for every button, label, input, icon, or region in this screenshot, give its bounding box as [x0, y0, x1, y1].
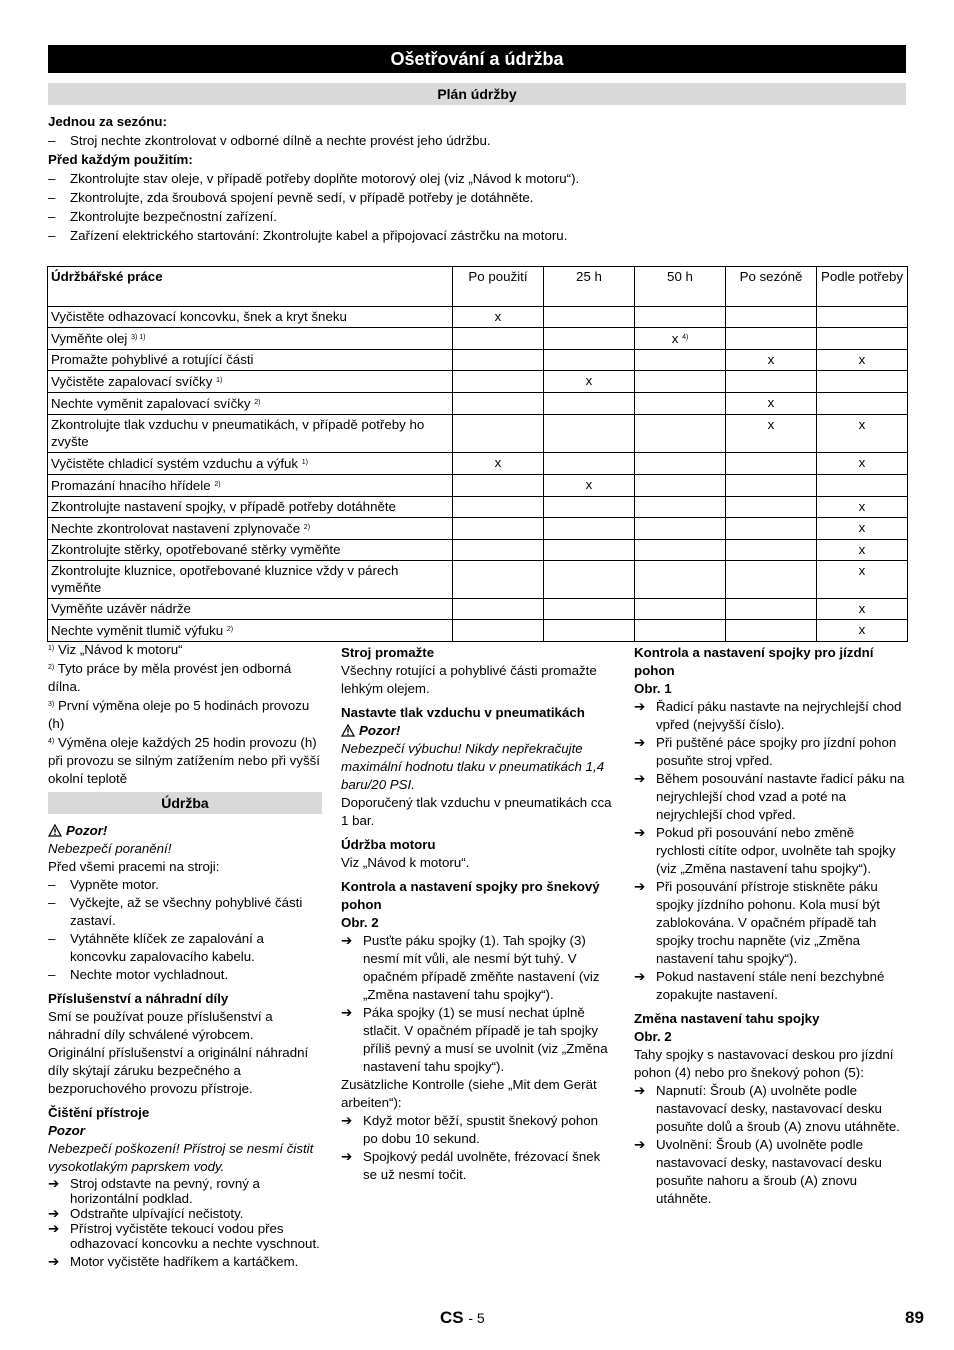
tire-warning-text: Nebezpečí výbuchu! Nikdy nepřekračujte maximální hodnotu tlaku v pneumatikách 1,4 baru/20 PSI.: [341, 741, 605, 792]
interval-cell: [544, 497, 635, 518]
interval-cell: x: [817, 415, 908, 453]
interval-cell: [453, 415, 544, 453]
auger-step: ➔ Pusťte páku spojky (1). Tah spojky (3) nesmí mít vůli, ale nesmí být tuhý. V opačném případě změňte nastavení (viz „Změna nastavení tahu spojky“).: [341, 933, 600, 1002]
safety-step: – Vytáhněte klíček ze zapalování a koncovku zapalovacího kabelu.: [48, 930, 322, 966]
interval-cell: [635, 371, 726, 393]
arrow-icon: ➔: [634, 1083, 646, 1098]
accessories-text: Smí se používat pouze příslušenství a náhradní díly schválené výrobcem.: [48, 1009, 273, 1042]
before-use-item: – Zkontrolujte stav oleje, v případě potřeby doplňte motorový olej (viz „Návod k motoru“).: [48, 169, 906, 188]
header-task: Údržbářské práce: [48, 267, 453, 307]
interval-cell: [817, 371, 908, 393]
cleaning-warning: Pozor: [48, 1123, 85, 1138]
table-row: [48, 518, 908, 540]
interval-cell: x: [817, 518, 908, 540]
cleaning-warning-text: Nebezpečí poškození! Přístroj se nesmí čistit vysokotlakým paprskem vody.: [48, 1141, 314, 1174]
tension-title: Změna nastavení tahu spojky: [634, 1011, 820, 1026]
table-row: [48, 620, 908, 642]
accessories-text: Originální příslušenství a originální náhradní díly skýtají záruku bezpečného a bezporuchového provozu přístroje.: [48, 1045, 309, 1096]
interval-cell: [635, 518, 726, 540]
arrow-icon: ➔: [341, 933, 353, 948]
interval-cell: x: [817, 350, 908, 371]
interval-cell: x: [726, 393, 817, 415]
auger-clutch-title: Kontrola a nastavení spojky pro šnekový pohon: [341, 879, 600, 912]
before-use-item: – Zkontrolujte bezpečnostní zařízení.: [48, 207, 906, 226]
table-row: [48, 453, 908, 475]
interval-cell: [544, 620, 635, 642]
season-label: Jednou za sezónu:: [48, 114, 167, 129]
interval-cell: [726, 620, 817, 642]
header-after-use: Po použití: [453, 267, 544, 307]
before-use-label: Před každým použitím:: [48, 152, 193, 167]
arrow-icon: ➔: [634, 879, 646, 894]
intro-section: [48, 112, 906, 245]
interval-cell: [635, 620, 726, 642]
interval-cell: [726, 518, 817, 540]
table-row: [48, 599, 908, 620]
interval-cell: [453, 371, 544, 393]
interval-cell: [453, 350, 544, 371]
warning-triangle-icon: [341, 724, 355, 737]
task-cell: Zkontrolujte tlak vzduchu v pneumatikách, v případě potřeby ho zvyšte: [48, 415, 453, 453]
task-cell: Zkontrolujte stěrky, opotřebované stěrky vyměňte: [48, 540, 453, 561]
interval-cell: [453, 540, 544, 561]
interval-cell: [453, 599, 544, 620]
before-use-item: – Zařízení elektrického startování: Zkontrolujte kabel a připojovací zástrčku na motoru.: [48, 226, 906, 245]
interval-cell: [726, 475, 817, 497]
interval-cell: [453, 497, 544, 518]
arrow-icon: ➔: [341, 1005, 353, 1020]
interval-cell: [453, 518, 544, 540]
task-cell: Promazání hnacího hřídele $^{2)}$: [48, 475, 453, 497]
table-row: [48, 307, 908, 328]
interval-cell: x: [453, 307, 544, 328]
section-subtitle: Plán údržby: [48, 83, 906, 105]
interval-cell: x: [544, 475, 635, 497]
season-item: – Stroj nechte zkontrolovat v odborné dílně a nechte provést jeho údržbu.: [48, 131, 906, 150]
header-after-season: Po sezóně: [726, 267, 817, 307]
interval-cell: [544, 453, 635, 475]
page-number: 89: [905, 1308, 924, 1327]
safety-step: – Nechte motor vychladnout.: [48, 966, 322, 984]
interval-cell: [726, 561, 817, 599]
task-cell: Vyčistěte zapalovací svíčky $^{1)}$: [48, 371, 453, 393]
interval-cell: x: [817, 599, 908, 620]
interval-cell: x $^{4)}$: [635, 328, 726, 350]
interval-cell: [635, 307, 726, 328]
interval-cell: [453, 393, 544, 415]
task-cell: Vyčistěte chladicí systém vzduchu a výfuk $^{1)}$: [48, 453, 453, 475]
task-cell: Zkontrolujte nastavení spojky, v případě potřeby dotáhněte: [48, 497, 453, 518]
interval-cell: [726, 540, 817, 561]
before-use-item: – Zkontrolujte, zda šroubová spojení pevně sedí, v případě potřeby je dotáhněte.: [48, 188, 906, 207]
table-row: [48, 475, 908, 497]
drive-clutch-title: Kontrola a nastavení spojky pro jízdní pohon: [634, 645, 874, 678]
footnote: $^{4)}$ Výměna oleje každých 25 hodin provozu (h) při provozu se silným zatížením nebo při vyšší okolní teplotě: [48, 735, 320, 786]
interval-cell: [726, 371, 817, 393]
extra-check-text: Zusätzliche Kontrolle (siehe „Mit dem Gerät arbeiten“):: [341, 1077, 597, 1110]
interval-cell: [453, 620, 544, 642]
footnote: $^{1)}$ Viz „Návod k motoru“: [48, 642, 183, 657]
interval-cell: [817, 475, 908, 497]
drive-step: ➔ Během posouvání nastavte řadicí páku na nejrychlejší chod vzad a poté na nejrychlejší chod vpřed.: [634, 771, 905, 822]
cleaning-step: ➔ Odstraňte ulpívající nečistoty.: [48, 1206, 244, 1221]
drive-step: ➔ Pokud nastavení stále není bezchybné zopakujte nastavení.: [634, 969, 885, 1002]
warning-text: Nebezpečí poranění!: [48, 841, 172, 856]
interval-cell: x: [817, 497, 908, 518]
interval-cell: [635, 350, 726, 371]
page-title: Ošetřování a údržba: [48, 45, 906, 73]
engine-text: Viz „Návod k motoru“.: [341, 855, 470, 870]
interval-cell: [635, 540, 726, 561]
extra-step: ➔ Když motor běží, spustit šnekový pohon po dobu 10 sekund.: [341, 1113, 599, 1146]
cleaning-steps: [48, 1176, 322, 1269]
interval-cell: [544, 307, 635, 328]
arrow-icon: ➔: [634, 735, 646, 750]
interval-cell: [544, 540, 635, 561]
interval-cell: [635, 415, 726, 453]
safety-step: – Vypněte motor.: [48, 876, 322, 894]
table-row: [48, 561, 908, 599]
interval-cell: [544, 599, 635, 620]
header-25h: 25 h: [544, 267, 635, 307]
table-row: [48, 540, 908, 561]
interval-cell: [726, 599, 817, 620]
arrow-icon: ➔: [48, 1206, 60, 1221]
interval-cell: [544, 518, 635, 540]
interval-cell: x: [817, 540, 908, 561]
drive-step: ➔ Řadicí páku nastavte na nejrychlejší chod vpřed (nejvyšší číslo).: [634, 699, 902, 732]
extra-step: ➔ Spojkový pedál uvolněte, frézovací šnek se už nesmí točit.: [341, 1149, 601, 1182]
table-row: [48, 371, 908, 393]
interval-cell: x: [817, 561, 908, 599]
figure-ref: Obr. 2: [341, 915, 379, 930]
arrow-icon: ➔: [48, 1221, 60, 1236]
interval-cell: [635, 497, 726, 518]
task-cell: Nechte zkontrolovat nastavení zplynovače $^{2)}$: [48, 518, 453, 540]
arrow-icon: ➔: [634, 771, 646, 786]
interval-cell: x: [817, 620, 908, 642]
table-row: [48, 415, 908, 453]
interval-cell: [726, 328, 817, 350]
interval-cell: [544, 393, 635, 415]
cleaning-step: ➔ Přístroj vyčistěte tekoucí vodou přes odhazovací koncovku a nechte vyschnout.: [48, 1221, 320, 1251]
task-cell: Vyčistěte odhazovací koncovku, šnek a kryt šneku: [48, 307, 453, 328]
tension-step: ➔ Uvolnění: Šroub (A) uvolněte podle nastavovací desky, nastavovací desku posuňte nahoru a šroub (A) znovu utáhněte.: [634, 1137, 882, 1206]
safety-step: – Vyčkejte, až se všechny pohyblivé části zastaví.: [48, 894, 322, 930]
interval-cell: x: [726, 350, 817, 371]
tire-title: Nastavte tlak vzduchu v pneumatikách: [341, 705, 585, 720]
task-cell: Nechte vyměnit zapalovací svíčky $^{2)}$: [48, 393, 453, 415]
cleaning-step: ➔ Motor vyčistěte hadříkem a kartáčkem.: [48, 1254, 299, 1269]
footnote: $^{3)}$ První výměna oleje po 5 hodinách provozu (h): [48, 698, 310, 731]
table-header-row: [48, 267, 908, 307]
tire-warning: Pozor!: [341, 722, 615, 740]
interval-cell: [544, 350, 635, 371]
maintenance-table: [47, 266, 908, 642]
drive-step: ➔ Při puštěné páce spojky pro jízdní pohon posuňte stroj vpřed.: [634, 735, 897, 768]
interval-cell: [817, 393, 908, 415]
task-cell: Nechte vyměnit tlumič výfuku $^{2)}$: [48, 620, 453, 642]
interval-cell: [544, 561, 635, 599]
accessories-title: Příslušenství a náhradní díly: [48, 991, 229, 1006]
column-1: [48, 640, 322, 1269]
header-50h: 50 h: [635, 267, 726, 307]
column-2: [341, 640, 615, 1184]
interval-cell: x: [544, 371, 635, 393]
interval-cell: [635, 453, 726, 475]
interval-cell: x: [817, 453, 908, 475]
grease-title: Stroj promažte: [341, 645, 435, 660]
task-cell: Vyměňte olej $^{3) 1)}$: [48, 328, 453, 350]
arrow-icon: ➔: [634, 825, 646, 840]
interval-cell: [635, 561, 726, 599]
table-row: [48, 497, 908, 518]
interval-cell: x: [726, 415, 817, 453]
engine-title: Údržba motoru: [341, 837, 436, 852]
header-as-needed: Podle potřeby: [817, 267, 908, 307]
interval-cell: [544, 328, 635, 350]
interval-cell: [635, 475, 726, 497]
interval-cell: [817, 328, 908, 350]
interval-cell: [453, 561, 544, 599]
footnote: $^{2)}$ Tyto práce by měla provést jen odborná dílna.: [48, 661, 292, 694]
before-work-text: Před všemi pracemi na stroji:: [48, 859, 220, 874]
task-cell: Vyměňte uzávěr nádrže: [48, 599, 453, 620]
auger-step: ➔ Páka spojky (1) se musí nechat úplně stlačit. V opačném případě je tah spojky příliš pevný a musí se uvolnit (viz „Změna nastavení tahu spojky“).: [341, 1005, 608, 1074]
interval-cell: [817, 307, 908, 328]
interval-cell: [453, 328, 544, 350]
arrow-icon: ➔: [48, 1254, 60, 1269]
drive-step: ➔ Při posouvání přístroje stiskněte páku spojky jízdního pohonu. Kola musí být zablokována. V opačném případě tah spojky trochu napněte (viz „Změna nastavení tahu spojky“).: [634, 879, 880, 966]
interval-cell: [635, 599, 726, 620]
warning-triangle-icon: [48, 824, 62, 837]
interval-cell: [726, 307, 817, 328]
interval-cell: [453, 475, 544, 497]
task-cell: Zkontrolujte kluznice, opotřebované kluznice vždy v párech vyměňte: [48, 561, 453, 599]
grease-text: Všechny rotující a pohyblivé části promažte lehkým olejem.: [341, 663, 597, 696]
arrow-icon: ➔: [634, 969, 646, 984]
warning-heading: Pozor!: [48, 822, 322, 840]
table-row: [48, 393, 908, 415]
task-cell: Promažte pohyblivé a rotující části: [48, 350, 453, 371]
table-row: [48, 350, 908, 371]
figure-ref: Obr. 2: [634, 1029, 672, 1044]
tension-step: ➔ Napnutí: Šroub (A) uvolněte podle nastavovací desky, nastavovací desku posuňte dolů a šroub (A) znovu utáhněte.: [634, 1083, 900, 1134]
cleaning-title: Čištění přístroje: [48, 1105, 150, 1120]
drive-step: ➔ Pokud při posouvání nebo změně rychlosti cítíte odpor, uvolněte tah spojky (viz „Změna nastavení tahu spojky“).: [634, 825, 896, 876]
interval-cell: [635, 393, 726, 415]
tension-text: Tahy spojky s nastavovací deskou pro jízdní pohon (4) nebo pro šnekový pohon (5):: [634, 1047, 894, 1080]
arrow-icon: ➔: [634, 699, 646, 714]
cleaning-step: ➔ Stroj odstavte na pevný, rovný a horizontální podklad.: [48, 1176, 260, 1206]
interval-cell: x: [453, 453, 544, 475]
arrow-icon: ➔: [341, 1149, 353, 1164]
table-row: [48, 328, 908, 350]
interval-cell: [726, 453, 817, 475]
figure-ref: Obr. 1: [634, 681, 672, 696]
arrow-icon: ➔: [48, 1176, 60, 1191]
arrow-icon: ➔: [634, 1137, 646, 1152]
arrow-icon: ➔: [341, 1113, 353, 1128]
tire-text: Doporučený tlak vzduchu v pneumatikách cca 1 bar.: [341, 795, 612, 828]
maintenance-section-title: Údržba: [48, 792, 322, 814]
interval-cell: [726, 497, 817, 518]
footer-section-ref: CS - 5: [440, 1308, 485, 1327]
column-3: [634, 640, 906, 1208]
interval-cell: [544, 415, 635, 453]
